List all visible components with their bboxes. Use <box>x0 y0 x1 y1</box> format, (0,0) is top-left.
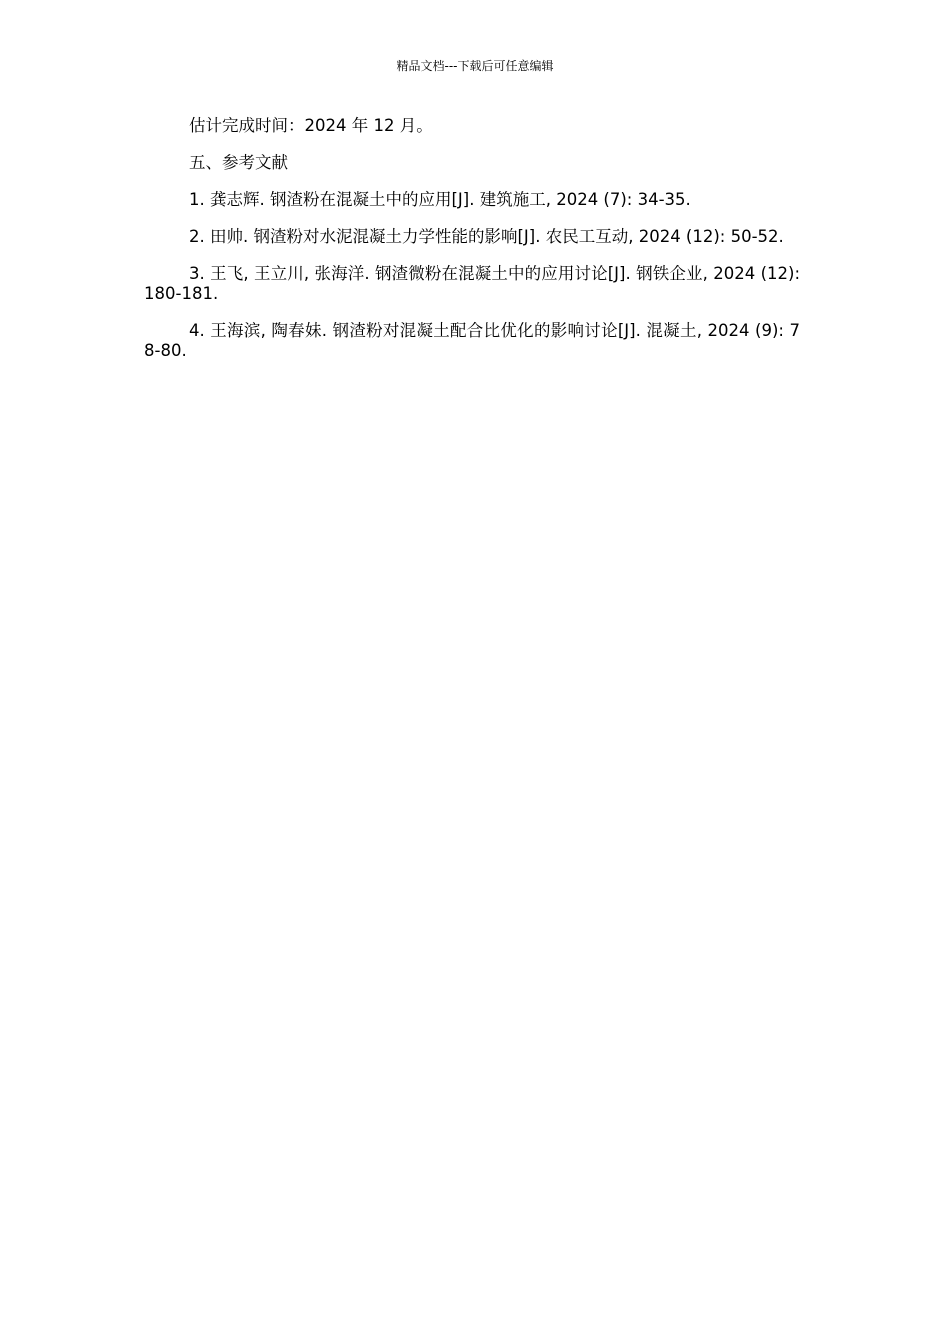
section-heading: 五、参考文献 <box>189 153 288 172</box>
reference-item: 1. 龚志辉. 钢渣粉在混凝土中的应用[J]. 建筑施工, 2024 (7): 34-35. <box>189 190 691 209</box>
reference-item: 4. 王海滨, 陶春妹. 钢渣粉对混凝土配合比优化的影响讨论[J]. 混凝土, 2024 (9): 78-80. <box>144 321 800 360</box>
completion-time-text: 估计完成时间：2024 年 12 月。 <box>189 116 433 135</box>
reference-item: 3. 王飞, 王立川, 张海洋. 钢渣微粉在混凝土中的应用讨论[J]. 钢铁企业, 2024 (12): 180-181. <box>144 264 800 303</box>
document-body <box>144 116 800 378</box>
page-header: 精品文档---下载后可任意编辑 <box>396 59 554 73</box>
reference-item: 2. 田帅. 钢渣粉对水泥混凝土力学性能的影响[J]. 农民工互动, 2024 (12): 50-52. <box>189 227 784 246</box>
